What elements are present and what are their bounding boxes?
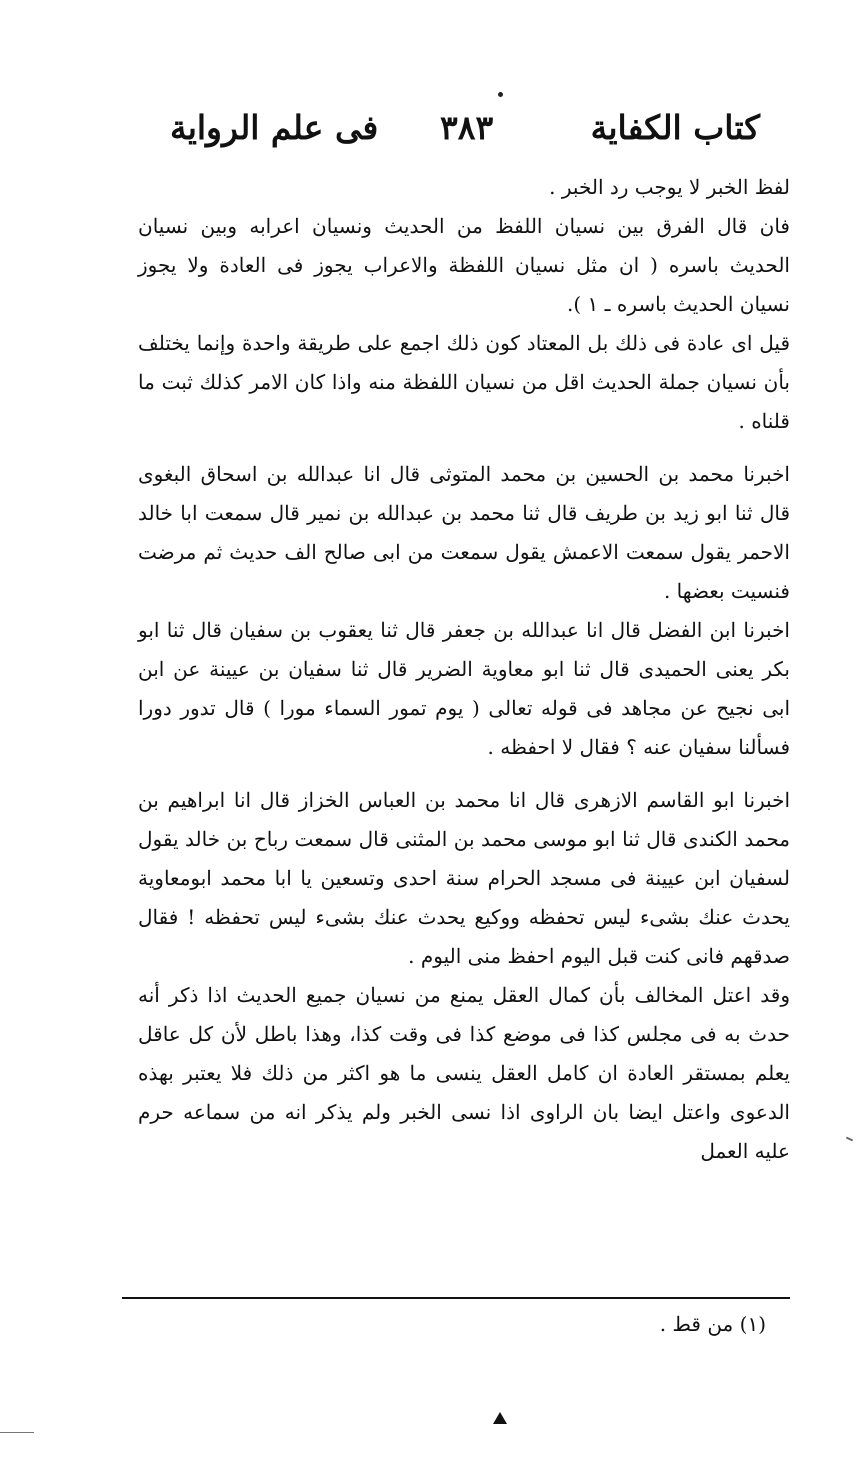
page-header xyxy=(170,100,760,156)
paragraph-1: لفظ الخبر لا يوجب رد الخبر . xyxy=(549,175,790,199)
paragraph-6: اخبرنا ابو القاسم الازهرى قال انا محمد بن العباس الخزاز قال انا ابراهيم بن محمد الكندى قال ثنا ابو موسى محمد بن المثنى قال سمعت رباح بن خالد يقول لسفيان ابن عيينة فى مسجد الحرام سنة احدى وتسعين يا ابا محمد ابومعاوية يحدث عنك بشىء ليس تحفظه ووكيع يحدث عنك بشىء ليس تحفظه ! فقال صدقهم فانى كنت قبل اليوم احفظ منى اليوم . xyxy=(138,788,790,968)
main-text xyxy=(138,168,790,1171)
paragraph-2: فان قال الفرق بين نسيان اللفظ من الحديث ونسيان اعرابه وبين نسيان الحديث باسره ( ان مثل نسيان اللفظة والاعراب يجوز فى العادة ولا يجوز نسيان الحديث باسره ـ ١ ). xyxy=(138,214,790,316)
book-title: كتاب الكفاية xyxy=(590,108,760,147)
footnote-rule xyxy=(122,1297,790,1299)
footnote: (١) من قط . xyxy=(659,1312,766,1336)
running-subject: فى علم الرواية xyxy=(170,108,379,147)
paragraph-7: وقد اعتل المخالف بأن كمال العقل يمنع من نسيان جميع الحديث اذا ذكر أنه حدث به فى مجلس كذا فى موضع كذا فى وقت كذا، وهذا باطل لأن كل عاقل يعلم بمستقر العادة ان كامل العقل ينسى ما هو اكثر من ذلك فلا يعتبر بهذه الدعوى واعتل ايضا بان الراوى اذا نسى الخبر ولم يذكر انه من سماعه حرم عليه العمل xyxy=(138,983,790,1163)
paragraph-4: اخبرنا محمد بن الحسين بن محمد المتوثى قال انا عبدالله بن اسحاق البغوى قال ثنا ابو زيد بن طريف قال ثنا محمد بن عبدالله بن نمير قال سمعت ابا خالد الاحمر يقول سمعت الاعمش يقول سمعت من ابى صالح الف حديث ثم مرضت فنسيت بعضها . xyxy=(138,462,790,603)
page-signature-mark xyxy=(493,1412,507,1424)
paragraph-3: قيل اى عادة فى ذلك بل المعتاد كون ذلك اجمع على طريقة واحدة وإنما يختلف بأن نسيان جملة الحديث اقل من نسيان اللفظة منه واذا كان الامر كذلك ثبت ما قلناه . xyxy=(138,331,790,433)
header-dot xyxy=(498,92,503,97)
margin-scan-line xyxy=(0,1432,34,1433)
page-number: ٣٨٣ xyxy=(440,108,494,147)
paragraph-5: اخبرنا ابن الفضل قال انا عبدالله بن جعفر قال ثنا يعقوب بن سفيان قال ثنا ابو بكر يعنى الحميدى قال ثنا ابو معاوية الضرير قال ثنا سفيان بن عيينة عن ابن ابى نجيح عن مجاهد فى قوله تعالى ( يوم تمور السماء مورا ) قال تدور دورا فسألنا سفيان عنه ؟ فقال لا احفظه . xyxy=(138,618,790,759)
edge-scan-mark xyxy=(846,1137,853,1142)
